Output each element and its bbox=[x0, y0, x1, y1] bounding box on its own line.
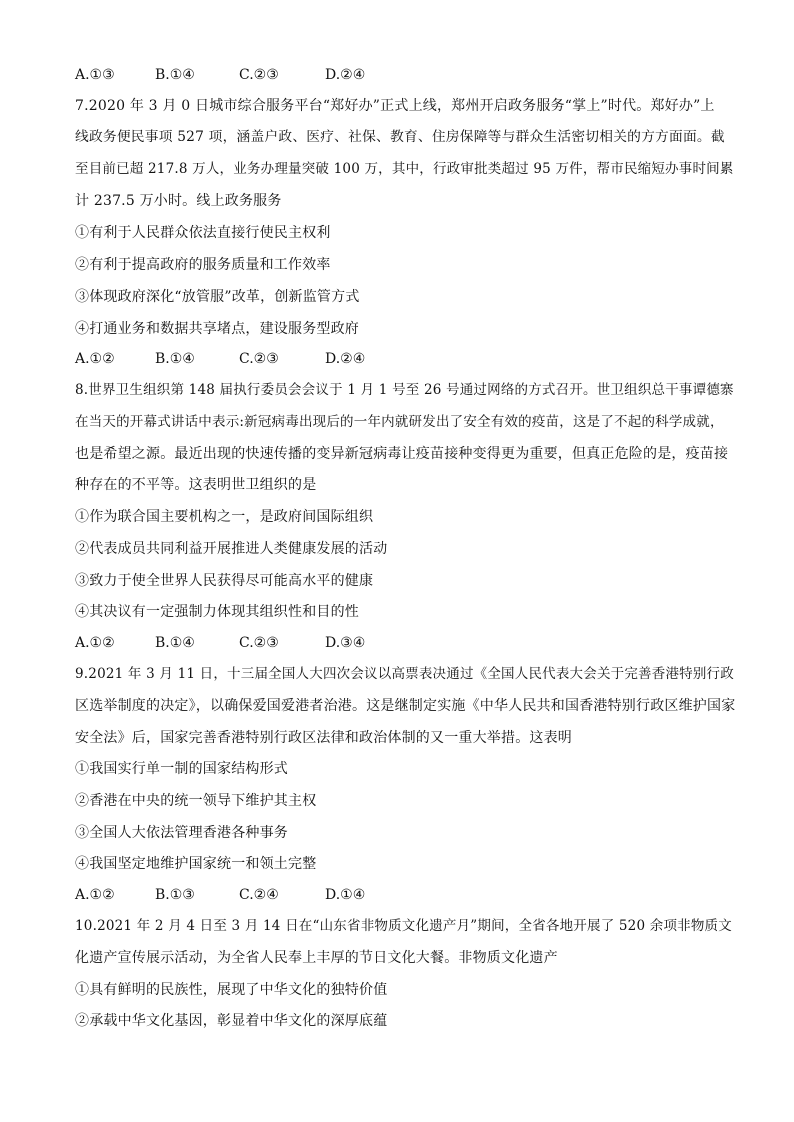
q8-option-d: D.③④ bbox=[325, 635, 366, 651]
q8-stem-line-3: 也是希望之源。最近出现的快速传播的变异新冠病毒让疫苗接种变得更为重要，但真正危险的是，疫苗接 bbox=[75, 446, 729, 462]
q10-stem-line-2: 化遗产宣传展示活动，为全省人民奉上丰厚的节日文化大餐。非物质文化遗产 bbox=[75, 950, 558, 966]
q7-item-2: ②有利于提高政府的服务质量和工作效率 bbox=[75, 257, 331, 273]
q8-item-4: ④其决议有一定强制力体现其组织性和目的性 bbox=[75, 604, 359, 620]
q9-item-1: ①我国实行单一制的国家结构形式 bbox=[75, 761, 288, 777]
q9-stem-line-1: 9.2021 年 3 月 11 日，十三届全国人大四次会议以高票表决通过《全国人民代表大会关于完善香港特别行政 bbox=[75, 666, 734, 682]
q9-stem-line-3: 安全法》后，国家完善香港特别行政区法律和政治体制的又一重大举措。这表明 bbox=[75, 730, 572, 746]
q6-option-b: B.①④ bbox=[155, 67, 195, 83]
q7-item-1: ①有利于人民群众依法直接行使民主权利 bbox=[75, 225, 331, 241]
q6-option-d: D.②④ bbox=[325, 67, 366, 83]
q9-option-a: A.①② bbox=[75, 887, 115, 903]
q7-stem-line-1: 7.2020 年 3 月 0 日城市综合服务平台“郑好办”正式上线，郑州开启政务服务“掌上”时代。郑好办”上 bbox=[75, 98, 715, 114]
q8-option-c: C.②③ bbox=[239, 635, 279, 651]
q10-item-1: ①具有鲜明的民族性，展现了中华文化的独特价值 bbox=[75, 982, 388, 998]
q7-item-4: ④打通业务和数据共享堵点，建设服务型政府 bbox=[75, 321, 359, 337]
q9-option-c: C.②④ bbox=[239, 887, 279, 903]
q7-item-3: ③体现政府深化“放管服”改革，创新监管方式 bbox=[75, 289, 360, 305]
q7-stem-line-3: 至目前已超 217.8 万人，业务办理量突破 100 万，其中，行政审批类超过 95 万件，帮市民缩短办事时间累 bbox=[75, 161, 734, 177]
q8-option-b: B.①④ bbox=[155, 635, 195, 651]
q7-option-c: C.②③ bbox=[239, 351, 279, 367]
q7-option-a: A.①② bbox=[75, 351, 115, 367]
q10-stem-line-1: 10.2021 年 2 月 4 日至 3 月 14 日在“山东省非物质文化遗产月”期间，全省各地开展了 520 余项非物质文 bbox=[75, 918, 732, 934]
q8-option-a: A.①② bbox=[75, 635, 115, 651]
q7-stem-line-4: 计 237.5 万小时。线上政务服务 bbox=[75, 193, 282, 209]
q9-option-d: D.①④ bbox=[325, 887, 366, 903]
q9-stem-line-2: 区选举制度的决定》，以确保爱国爱港者治港。这是继制定实施《中华人民共和国香港特别行政区维护国家 bbox=[75, 698, 736, 714]
q9-item-3: ③全国人大依法管理香港各种事务 bbox=[75, 825, 288, 841]
q7-option-d: D.②④ bbox=[325, 351, 366, 367]
q9-item-2: ②香港在中央的统一领导下维护其主权 bbox=[75, 793, 317, 809]
q6-option-a: A.①③ bbox=[75, 67, 115, 83]
q8-item-1: ①作为联合国主要机构之一，是政府间国际组织 bbox=[75, 509, 374, 525]
q9-item-4: ④我国坚定地维护国家统一和领土完整 bbox=[75, 856, 317, 872]
q9-option-b: B.①③ bbox=[155, 887, 195, 903]
q7-stem-line-2: 线政务便民事项 527 项，涵盖户政、医疗、社保、教育、住房保障等与群众生活密切相关的方方面面。截 bbox=[75, 129, 725, 145]
q8-stem-line-1: 8.世界卫生组织第 148 届执行委员会会议于 1 月 1 号至 26 号通过网络的方式召开。世卫组织总干事谭德寨 bbox=[75, 382, 734, 398]
q10-item-2: ②承载中华文化基因，彰显着中华文化的深厚底蕴 bbox=[75, 1013, 388, 1029]
q8-item-3: ③致力于使全世界人民获得尽可能高水平的健康 bbox=[75, 573, 374, 589]
q8-item-2: ②代表成员共同利益开展推进人类健康发展的活动 bbox=[75, 541, 388, 557]
q6-option-c: C.②③ bbox=[239, 67, 279, 83]
q8-stem-line-4: 种存在的不平等。这表明世卫组织的是 bbox=[75, 477, 317, 493]
q7-option-b: B.①④ bbox=[155, 351, 195, 367]
q8-stem-line-2: 在当天的开幕式讲话中表示:新冠病毒出现后的一年内就研发出了安全有效的疫苗，这是了不起的科学成就， bbox=[75, 414, 724, 430]
